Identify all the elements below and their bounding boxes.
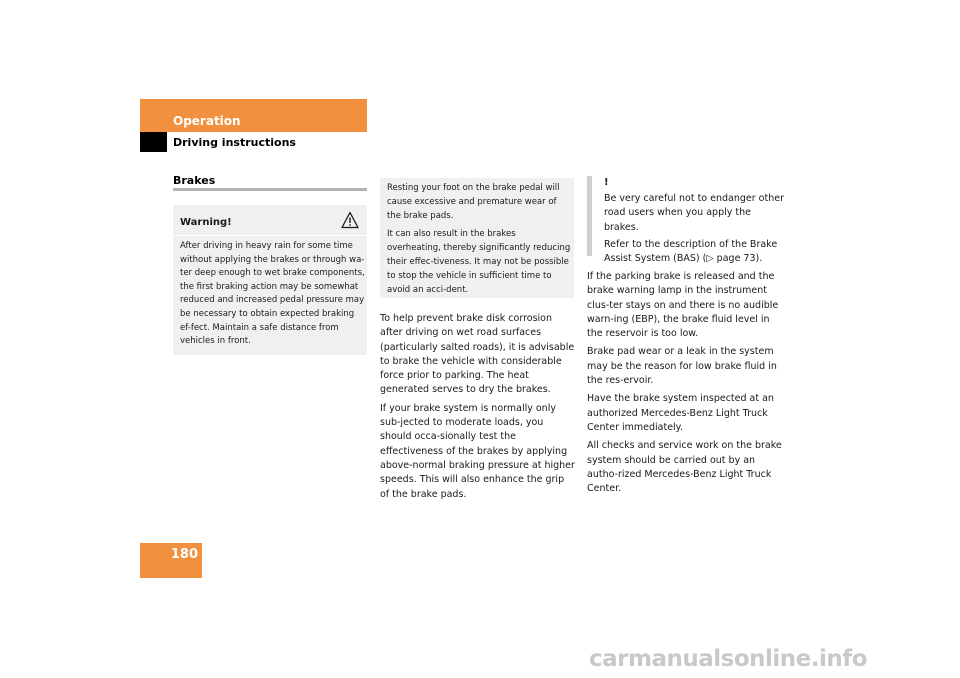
caution-bar [587,176,592,256]
brakes-heading: Brakes [173,174,216,187]
column-2-body [380,312,576,506]
body-paragraph: To help prevent brake disk corrosion after driving on wet road surfaces (particularly salted roads), it is advisable to brake the vehicle with considerable force prior to parking. The heat generated serves to dry the brakes. [380,313,575,396]
caution-box [587,176,784,265]
subsection-title: Driving instructions [173,136,296,149]
caution-paragraph: Be very careful not to endanger other road users when you apply the brakes. [604,193,784,233]
warning-box [173,205,367,355]
body-paragraph: All checks and service work on the brake system should be carried out by an autho-rized Mercedes-Benz Light Truck Center. [587,440,782,495]
body-paragraph: If your brake system is normally only sub-jected to moderate loads, you should occa-sionally test the effectiveness of the brakes by applying above-normal braking pressure at higher speeds. This will also enhance the grip of the brake pads. [380,402,575,500]
watermark: carmanualsonline.info [589,646,868,672]
body-paragraph: Brake pad wear or a leak in the system may be the reason for low brake fluid in the res-ervoir. [587,346,777,387]
notice-paragraph: Resting your foot on the brake pedal will cause excessive and premature wear of the brake pads. [387,183,560,221]
column-3-body [587,270,783,500]
heading-rule [173,188,367,191]
section-tab-marker [140,132,167,152]
caution-exclamation-icon: ! [604,177,609,188]
caution-text [604,192,784,269]
page-number-box [140,543,202,578]
caution-paragraph: Refer to the description of the Brake Assist System (BAS) (▷ page 73). [604,238,778,265]
body-paragraph: If the parking brake is released and the brake warning lamp in the instrument clus-ter stays on and there is no audible warn-ing (EBP), the brake fluid level in the reservoir is too low. [587,271,779,340]
notice-box [380,178,574,298]
warning-title: Warning! [180,217,232,228]
notice-text [387,181,572,301]
notice-paragraph: It can also result in the brakes overheating, thereby significantly reducing their effec-tiveness. It may not be possible to stop the vehicle in sufficient time to avoid an acci-dent. [387,229,571,295]
page-number: 180 [170,547,198,562]
warning-divider [173,235,367,236]
section-title: Operation [173,114,241,128]
body-paragraph: Have the brake system inspected at an authorized Mercedes-Benz Light Truck Center immediately. [587,393,774,433]
warning-triangle-icon [341,211,359,229]
warning-text: After driving in heavy rain for some time without applying the brakes or through wa-ter deep enough to wet brake components, the first braking action may be somewhat reduced and increased pedal pressure may be necessary to obtain expected braking ef-fect. Maintain a safe distance from vehicles in front. [180,241,365,347]
